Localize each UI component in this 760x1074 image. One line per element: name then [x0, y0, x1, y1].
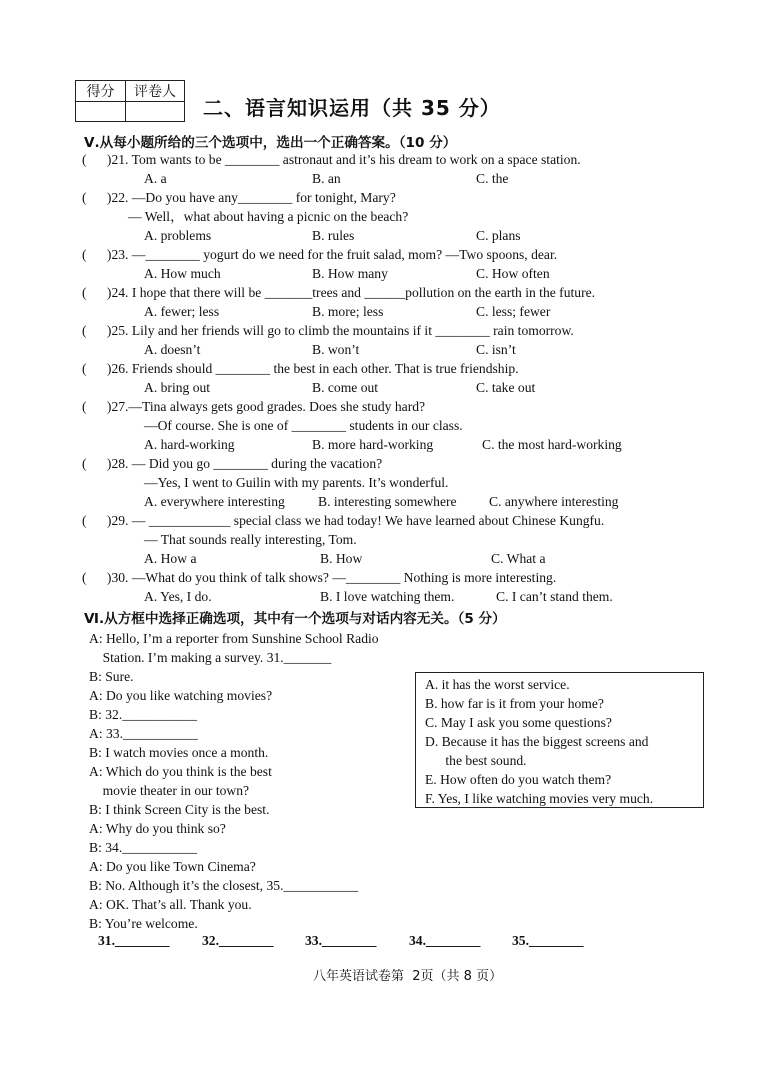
question-22-stem: ( )22. —Do you have any________ for tonight, Mary?	[82, 190, 396, 205]
score-cell[interactable]	[76, 102, 126, 122]
question-23-option-a[interactable]: A. How much	[144, 266, 221, 281]
box-option-e: E. How often do you watch them?	[425, 772, 612, 787]
question-22-option-b[interactable]: B. rules	[312, 228, 355, 243]
question-21-stem: ( )21. Tom wants to be ________ astronaut and it’s his dream to work on a space station.	[82, 152, 581, 167]
question-27-option-a[interactable]: A. hard-working	[144, 437, 235, 452]
box-option-a: A. it has the worst service.	[425, 677, 570, 692]
question-28-stem: ( )28. — Did you go ________ during the vacation?	[82, 456, 383, 471]
grader-label: 评卷人	[126, 81, 185, 102]
question-21-option-a[interactable]: A. a	[144, 171, 167, 186]
answer-blank-33[interactable]: 33.________	[305, 933, 377, 948]
box-option-c: C. May I ask you some questions?	[425, 715, 612, 730]
score-table	[75, 80, 185, 122]
question-29-stem-2: — That sounds really interesting, Tom.	[144, 532, 357, 547]
dialogue-line: A: 33.___________	[89, 726, 198, 741]
question-30-stem: ( )30. —What do you think of talk shows? —________ Nothing is more interesting.	[82, 570, 557, 585]
question-28-option-b[interactable]: B. interesting somewhere	[318, 494, 457, 509]
dialogue-line: A: Hello, I’m a reporter from Sunshine School Radio	[89, 631, 379, 646]
question-28-option-c[interactable]: C. anywhere interesting	[489, 494, 619, 509]
dialogue-line: movie theater in our town?	[89, 783, 250, 798]
question-25-option-a[interactable]: A. doesn’t	[144, 342, 201, 357]
score-label: 得分	[76, 81, 126, 102]
question-22-option-a[interactable]: A. problems	[144, 228, 212, 243]
question-24-option-c[interactable]: C. less; fewer	[476, 304, 551, 319]
question-23-option-c[interactable]: C. How often	[476, 266, 550, 281]
question-30-option-a[interactable]: A. Yes, I do.	[144, 589, 212, 604]
question-21-option-b[interactable]: B. an	[312, 171, 341, 186]
question-30-option-b[interactable]: B. I love watching them.	[320, 589, 455, 604]
question-28-option-a[interactable]: A. everywhere interesting	[144, 494, 285, 509]
answer-blank-31[interactable]: 31.________	[98, 933, 170, 948]
question-30-option-c[interactable]: C. I can’t stand them.	[496, 589, 613, 604]
question-24-stem: ( )24. I hope that there will be _______trees and ______pollution on the earth in the future.	[82, 285, 596, 300]
question-22-stem-2: — Well，what about having a picnic on the beach?	[128, 209, 409, 224]
question-23-option-b[interactable]: B. How many	[312, 266, 388, 281]
dialogue-line: A: Do you like Town Cinema?	[89, 859, 256, 874]
dialogue-line: A: Which do you think is the best	[89, 764, 272, 779]
question-27-option-b[interactable]: B. more hard-working	[312, 437, 434, 452]
dialogue-line: A: OK. That’s all. Thank you.	[89, 897, 252, 912]
dialogue-line: B: You’re welcome.	[89, 916, 198, 931]
answer-blank-34[interactable]: 34.________	[409, 933, 481, 948]
box-option-d-cont: the best sound.	[425, 753, 527, 768]
question-21-option-c[interactable]: C. the	[476, 171, 509, 186]
grader-cell[interactable]	[126, 102, 185, 122]
question-24-option-b[interactable]: B. more; less	[312, 304, 384, 319]
answer-blank-32[interactable]: 32.________	[202, 933, 274, 948]
dialogue-line: B: Sure.	[89, 669, 134, 684]
section6-heading: Ⅵ.从方框中选择正确选项，其中有一个选项与对话内容无关。（5 分）	[84, 611, 506, 627]
dialogue-line: Station. I’m making a survey. 31._______	[89, 650, 332, 665]
dialogue-line: A: Do you like watching movies?	[89, 688, 273, 703]
dialogue-line: A: Why do you think so?	[89, 821, 226, 836]
question-28-stem-2: —Yes, I went to Guilin with my parents. It’s wonderful.	[144, 475, 449, 490]
answer-blank-35[interactable]: 35.________	[512, 933, 584, 948]
dialogue-line: B: I watch movies once a month.	[89, 745, 269, 760]
dialogue-line: B: I think Screen City is the best.	[89, 802, 270, 817]
question-26-option-b[interactable]: B. come out	[312, 380, 379, 395]
question-27-stem-2: —Of course. She is one of ________ students in our class.	[144, 418, 463, 433]
question-29-stem: ( )29. — ____________ special class we had today! We have learned about Chinese Kungfu.	[82, 513, 605, 528]
question-29-option-a[interactable]: A. How a	[144, 551, 197, 566]
part-title: 二、语言知识运用（共 35 分）	[203, 96, 501, 120]
box-option-d: D. Because it has the biggest screens and	[425, 734, 649, 749]
question-26-option-c[interactable]: C. take out	[476, 380, 536, 395]
section5-heading: Ⅴ.从每小题所给的三个选项中，选出一个正确答案。（10 分）	[84, 135, 457, 151]
page-footer: 八年英语试卷第 2页（共 8 页）	[313, 969, 503, 984]
question-29-option-b[interactable]: B. How	[320, 551, 363, 566]
question-26-option-a[interactable]: A. bring out	[144, 380, 211, 395]
question-24-option-a[interactable]: A. fewer; less	[144, 304, 220, 319]
question-25-option-c[interactable]: C. isn’t	[476, 342, 516, 357]
question-25-stem: ( )25. Lily and her friends will go to climb the mountains if it ________ rain tomorrow.	[82, 323, 574, 338]
dialogue-line: B: No. Although it’s the closest, 35.___________	[89, 878, 359, 893]
question-29-option-c[interactable]: C. What a	[491, 551, 546, 566]
question-27-option-c[interactable]: C. the most hard-working	[482, 437, 622, 452]
dialogue-line: B: 34.___________	[89, 840, 197, 855]
question-22-option-c[interactable]: C. plans	[476, 228, 521, 243]
question-23-stem: ( )23. —________ yogurt do we need for the fruit salad, mom? —Two spoons, dear.	[82, 247, 558, 262]
question-25-option-b[interactable]: B. won’t	[312, 342, 360, 357]
box-option-f: F. Yes, I like watching movies very much.	[425, 791, 654, 806]
box-option-b: B. how far is it from your home?	[425, 696, 604, 711]
question-26-stem: ( )26. Friends should ________ the best in each other. That is true friendship.	[82, 361, 519, 376]
question-27-stem: ( )27.—Tina always gets good grades. Does she study hard?	[82, 399, 426, 414]
options-box	[415, 672, 704, 808]
dialogue-line: B: 32.___________	[89, 707, 197, 722]
